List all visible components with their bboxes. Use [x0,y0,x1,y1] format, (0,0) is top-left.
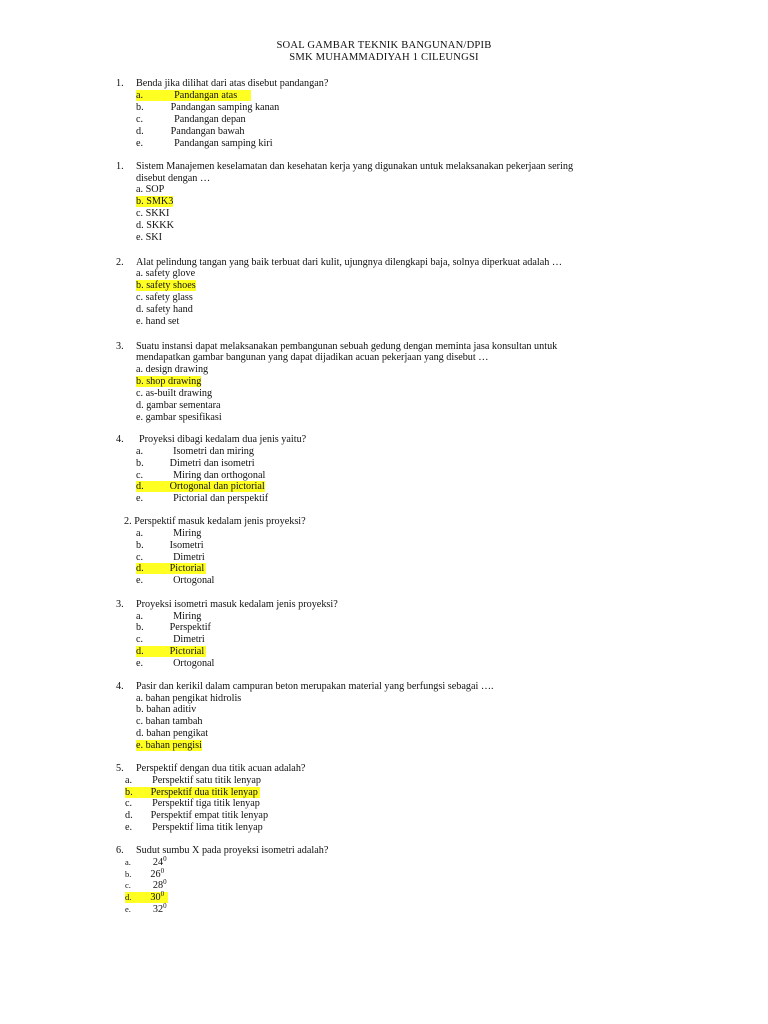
option-d: d. Pandangan bawah [136,126,245,137]
question-text: Perspektif dengan dua titik acuan adalah? [136,763,306,774]
question-number: 1. [116,78,124,89]
question-number: 3. [116,599,124,610]
option-a: a. design drawing [136,364,209,375]
option-a: a. Miring [136,611,202,622]
option-c: c. Pandangan depan [136,114,246,125]
option-c: c. as-built drawing [136,388,213,399]
question-number: 2. [116,257,124,268]
option-a: a. safety glove [136,268,196,279]
option-e: e. Pictorial dan perspektif [136,493,269,504]
option-c: c. Perspektif tiga titik lenyap [125,798,260,809]
option-d: d. safety hand [136,304,193,315]
option-a: a. SOP [136,184,165,195]
option-e: e. $32^0$ [125,902,167,915]
option-e: e. Ortogonal [136,658,215,669]
option-c: c. Dimetri [136,634,205,645]
option-e: e. bahan pengisi [136,740,202,751]
question-text: Sistem Manajemen keselamatan dan kesehatan kerja yang digunakan untuk melaksanakan pekerjaan sering [136,161,574,172]
option-b: b. safety shoes [136,280,196,291]
question-text: Benda jika dilihat dari atas disebut pandangan? [136,78,329,89]
option-d: d. Pictorial [136,563,205,574]
option-c: c. $28^0$ [125,878,167,891]
option-d: d. Ortogonal dan pictorial [136,481,265,492]
question-text: Alat pelindung tangan yang baik terbuat dari kulit, ujungnya dilengkapi baja, solnya diperkuat adalah … [136,257,563,268]
option-a: a. Perspektif satu titik lenyap [125,775,262,786]
option-b: b. Isometri [136,540,204,551]
option-a: a. Isometri dan miring [136,446,254,457]
question-text-cont: disebut dengan … [136,173,211,184]
option-b: b. SMK3 [136,196,174,207]
question-number: 1. [116,161,124,172]
option-b: b. Dimetri dan isometri [136,458,255,469]
option-b: b. shop drawing [136,376,202,387]
option-b: b. Perspektif [136,622,211,633]
option-c: c. SKKI [136,208,170,219]
option-b: b. $26^0$ [125,867,165,880]
question-text: Proyeksi isometri masuk kedalam jenis proyeksi? [136,599,338,610]
option-e: e. gambar spesifikasi [136,412,222,423]
option-c: c. Dimetri [136,552,205,563]
question-text: 2. Perspektif masuk kedalam jenis proyeksi? [124,516,306,527]
question-text: Pasir dan kerikil dalam campuran beton merupakan material yang berfungsi sebagai …. [136,681,494,692]
option-e: e. hand set [136,316,180,327]
question-number: 4. [116,681,124,692]
option-d: d. bahan pengikat [136,728,209,739]
question-text: Suatu instansi dapat melaksanakan pembangunan sebuah gedung dengan meminta jasa konsultan untuk [136,341,558,352]
option-d: d. $30^0$ [125,892,168,904]
question-number: 5. [116,763,124,774]
option-a: a. bahan pengikat hidrolis [136,693,242,704]
option-b: b. Perspektif dua titik lenyap [125,787,258,798]
option-e: e. SKI [136,232,163,243]
question-number: 6. [116,845,124,856]
option-e: e. Perspektif lima titik lenyap [125,822,263,833]
option-d: d. Pictorial [136,646,205,657]
option-a: a. $24^0$ [125,855,167,868]
option-d: d. SKKK [136,220,174,231]
school-name: SMK MUHAMMADIYAH 1 CILEUNGSI [289,52,479,63]
option-a: a. Miring [136,528,202,539]
option-b: b. Pandangan samping kanan [136,102,280,113]
option-a: a. Pandangan atas [136,90,251,102]
option-e: e. Ortogonal [136,575,215,586]
option-c: c. safety glass [136,292,193,303]
question-text: Sudut sumbu X pada proyeksi isometri adalah? [136,845,329,856]
document-title: SOAL GAMBAR TEKNIK BANGUNAN/DPIB [276,40,492,51]
option-d: d. Perspektif empat titik lenyap [125,810,269,821]
option-b: b. bahan aditiv [136,704,197,715]
option-c: c. Miring dan orthogonal [136,470,266,481]
option-d: d. gambar sementara [136,400,221,411]
question-text: Proyeksi dibagi kedalam dua jenis yaitu? [139,434,307,445]
question-text-cont: mendapatkan gambar bangunan yang dapat dijadikan acuan pekerjaan yang disebut … [136,352,489,363]
option-c: c. bahan tambah [136,716,203,727]
option-e: e. Pandangan samping kiri [136,138,273,149]
question-number: 3. [116,341,124,352]
question-number: 4. [116,434,124,445]
